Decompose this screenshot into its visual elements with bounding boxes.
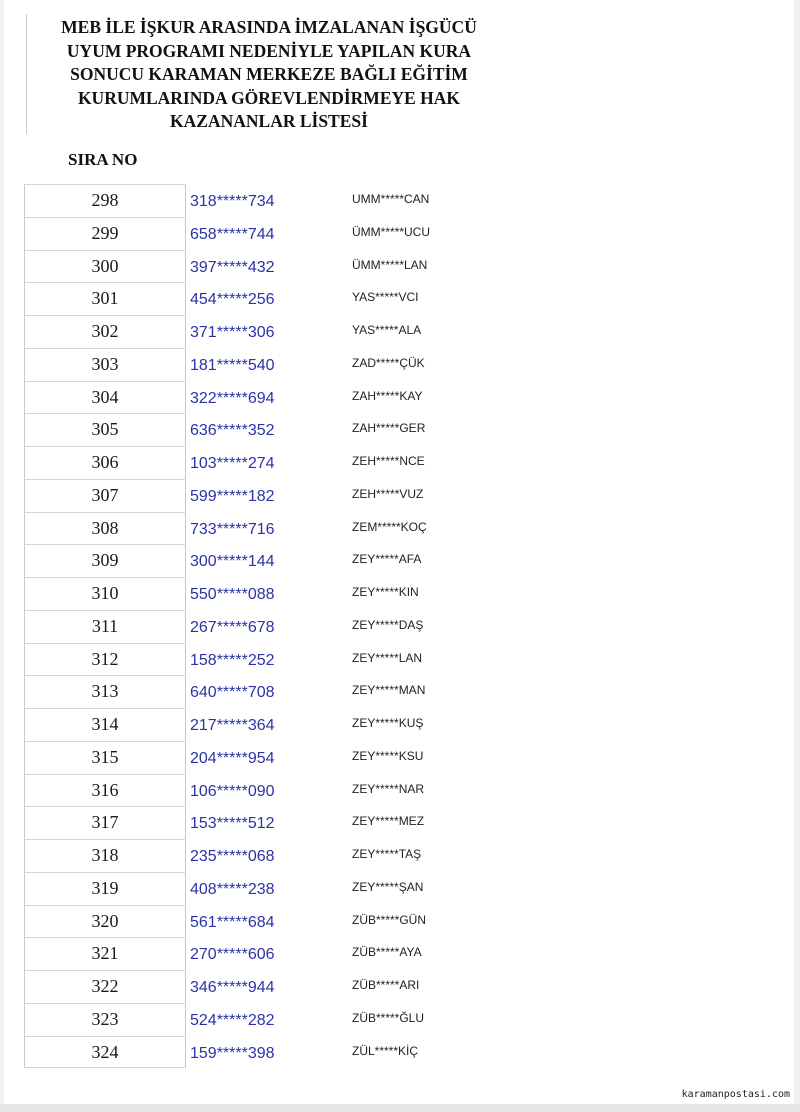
name-cell: ZEY*****LAN	[352, 650, 423, 665]
tc-number-cell: 235*****068	[190, 848, 275, 865]
tc-number-cell: 106*****090	[190, 782, 275, 800]
table-row	[24, 1003, 784, 1036]
tc-number-cell: 181*****540	[190, 356, 275, 374]
table-row	[24, 184, 784, 217]
sira-no-cell: 302	[24, 315, 186, 348]
name-cell: ZAH*****GER	[352, 421, 426, 436]
table-row	[24, 217, 784, 250]
table-row	[24, 250, 784, 283]
name-cell: ZÜB*****AYA	[352, 945, 422, 960]
tc-number-cell: 636*****352	[190, 422, 275, 440]
table-row	[24, 708, 784, 741]
document-page	[4, 0, 794, 1104]
table-row	[24, 446, 784, 479]
name-cell: YAS*****VCI	[352, 290, 419, 305]
table-row	[24, 741, 784, 774]
name-cell: ZAH*****KAY	[352, 388, 423, 403]
name-cell: ZEY*****MAN	[352, 683, 426, 698]
tc-number-cell: 408*****238	[190, 880, 275, 898]
table-row	[24, 315, 784, 348]
table-row	[24, 905, 784, 938]
sira-no-cell: 303	[24, 348, 186, 381]
tc-number-cell: 397*****432	[190, 258, 275, 276]
tc-number-cell: 346*****944	[190, 979, 275, 996]
tc-number-cell: 204*****954	[190, 749, 275, 767]
title-line: MEB İLE İŞKUR ARASINDA İMZALANAN İŞGÜCÜ	[61, 17, 477, 37]
sira-no-cell: 315	[24, 741, 186, 774]
sira-no-cell: 305	[24, 413, 186, 446]
table-row	[24, 512, 784, 545]
name-cell: UMM*****CAN	[352, 192, 430, 206]
name-cell: YAS*****ALA	[352, 323, 422, 337]
table-row	[24, 577, 784, 610]
name-cell: ZEY*****NAR	[352, 781, 425, 796]
name-cell: ZEY*****KUŞ	[352, 716, 424, 730]
table-row	[24, 479, 784, 512]
name-cell: ZEH*****NCE	[352, 454, 425, 468]
tc-number-cell: 599*****182	[190, 487, 275, 505]
sira-no-cell: 299	[24, 217, 186, 250]
sira-no-cell: 298	[24, 184, 186, 217]
sira-no-cell: 316	[24, 774, 186, 807]
sira-no-cell: 314	[24, 708, 186, 741]
name-cell: ZÜB*****ĞLU	[352, 1010, 425, 1025]
sira-no-cell: 324	[24, 1036, 186, 1069]
name-cell: ÜMM*****UCU	[352, 224, 431, 239]
sira-no-cell: 309	[24, 544, 186, 577]
tc-number-cell: 300*****144	[190, 553, 275, 571]
tc-number-cell: 322*****694	[190, 389, 275, 407]
table-row	[24, 544, 784, 577]
tc-number-cell: 159*****398	[190, 1044, 275, 1062]
table-row	[24, 872, 784, 905]
sira-no-cell: 306	[24, 446, 186, 479]
table-row	[24, 643, 784, 676]
name-cell: ZEY*****KIN	[352, 585, 419, 599]
tc-number-cell: 524*****282	[190, 1011, 275, 1029]
sira-no-cell: 312	[24, 643, 186, 676]
name-cell: ZEY*****AFA	[352, 552, 422, 567]
sira-no-cell: 300	[24, 250, 186, 283]
name-cell: ZEY*****DAŞ	[352, 617, 424, 632]
tc-number-cell: 158*****252	[190, 651, 275, 669]
sira-no-cell: 323	[24, 1003, 186, 1036]
name-cell: ZEY*****MEZ	[352, 814, 425, 829]
sira-no-cell: 317	[24, 806, 186, 839]
table-row	[24, 806, 784, 839]
page-edge	[0, 1104, 800, 1112]
table-row	[24, 1036, 784, 1069]
name-cell: ZEM*****KOÇ	[352, 519, 427, 534]
title-line: SONUCU KARAMAN MERKEZE BAĞLI EĞİTİM	[70, 64, 468, 84]
sira-no-cell: 304	[24, 381, 186, 414]
sira-no-cell: 310	[24, 577, 186, 610]
table-row	[24, 610, 784, 643]
title-margin-rule	[26, 14, 27, 134]
document-title	[34, 16, 504, 134]
table-row	[24, 282, 784, 315]
results-table	[24, 184, 784, 1068]
tc-number-cell: 270*****606	[190, 946, 275, 964]
name-cell: ZÜB*****ARI	[352, 978, 420, 992]
tc-number-cell: 318*****734	[190, 193, 275, 210]
tc-number-cell: 267*****678	[190, 618, 275, 636]
table-row	[24, 413, 784, 446]
name-cell: ZEY*****TAŞ	[352, 847, 422, 861]
sira-no-cell: 319	[24, 872, 186, 905]
name-cell: ZEH*****VUZ	[352, 486, 424, 501]
sira-no-cell: 301	[24, 282, 186, 315]
table-row	[24, 970, 784, 1003]
title-line: KAZANANLAR LİSTESİ	[170, 111, 368, 131]
column-header-sira-no: SIRA NO	[68, 150, 138, 169]
sira-no-cell: 308	[24, 512, 186, 545]
name-cell: ZEY*****KSU	[352, 748, 424, 763]
tc-number-cell: 153*****512	[190, 815, 275, 833]
sira-no-cell: 313	[24, 675, 186, 708]
table-row	[24, 774, 784, 807]
tc-number-cell: 454*****256	[190, 291, 275, 309]
tc-number-cell: 640*****708	[190, 684, 275, 702]
table-row	[24, 348, 784, 381]
table-row	[24, 381, 784, 414]
tc-number-cell: 550*****088	[190, 586, 275, 603]
name-cell: ZEY*****ŞAN	[352, 879, 424, 894]
title-line: UYUM PROGRAMI NEDENİYLE YAPILAN KURA	[66, 40, 472, 61]
site-watermark[interactable]: karamanpostasi.com	[681, 1089, 790, 1100]
name-cell: ZÜL*****KİÇ	[352, 1043, 419, 1058]
sira-no-cell: 321	[24, 937, 186, 970]
table-row	[24, 675, 784, 708]
table-row	[24, 937, 784, 970]
sira-no-cell: 307	[24, 479, 186, 512]
tc-number-cell: 561*****684	[190, 913, 275, 931]
sira-no-cell: 320	[24, 905, 186, 938]
name-cell: ÜMM*****LAN	[352, 257, 428, 272]
table-row	[24, 839, 784, 872]
tc-number-cell: 658*****744	[190, 225, 275, 243]
tc-number-cell: 733*****716	[190, 520, 275, 538]
name-cell: ZÜB*****GÜN	[352, 912, 427, 927]
sira-no-cell: 322	[24, 970, 186, 1003]
name-cell: ZAD*****ÇÜK	[352, 355, 425, 370]
title-line: KURUMLARINDA GÖREVLENDİRMEYE HAK	[77, 87, 461, 108]
tc-number-cell: 103*****274	[190, 455, 275, 472]
tc-number-cell: 217*****364	[190, 717, 275, 734]
tc-number-cell: 371*****306	[190, 324, 275, 341]
sira-no-cell: 311	[24, 610, 186, 643]
sira-no-cell: 318	[24, 839, 186, 872]
